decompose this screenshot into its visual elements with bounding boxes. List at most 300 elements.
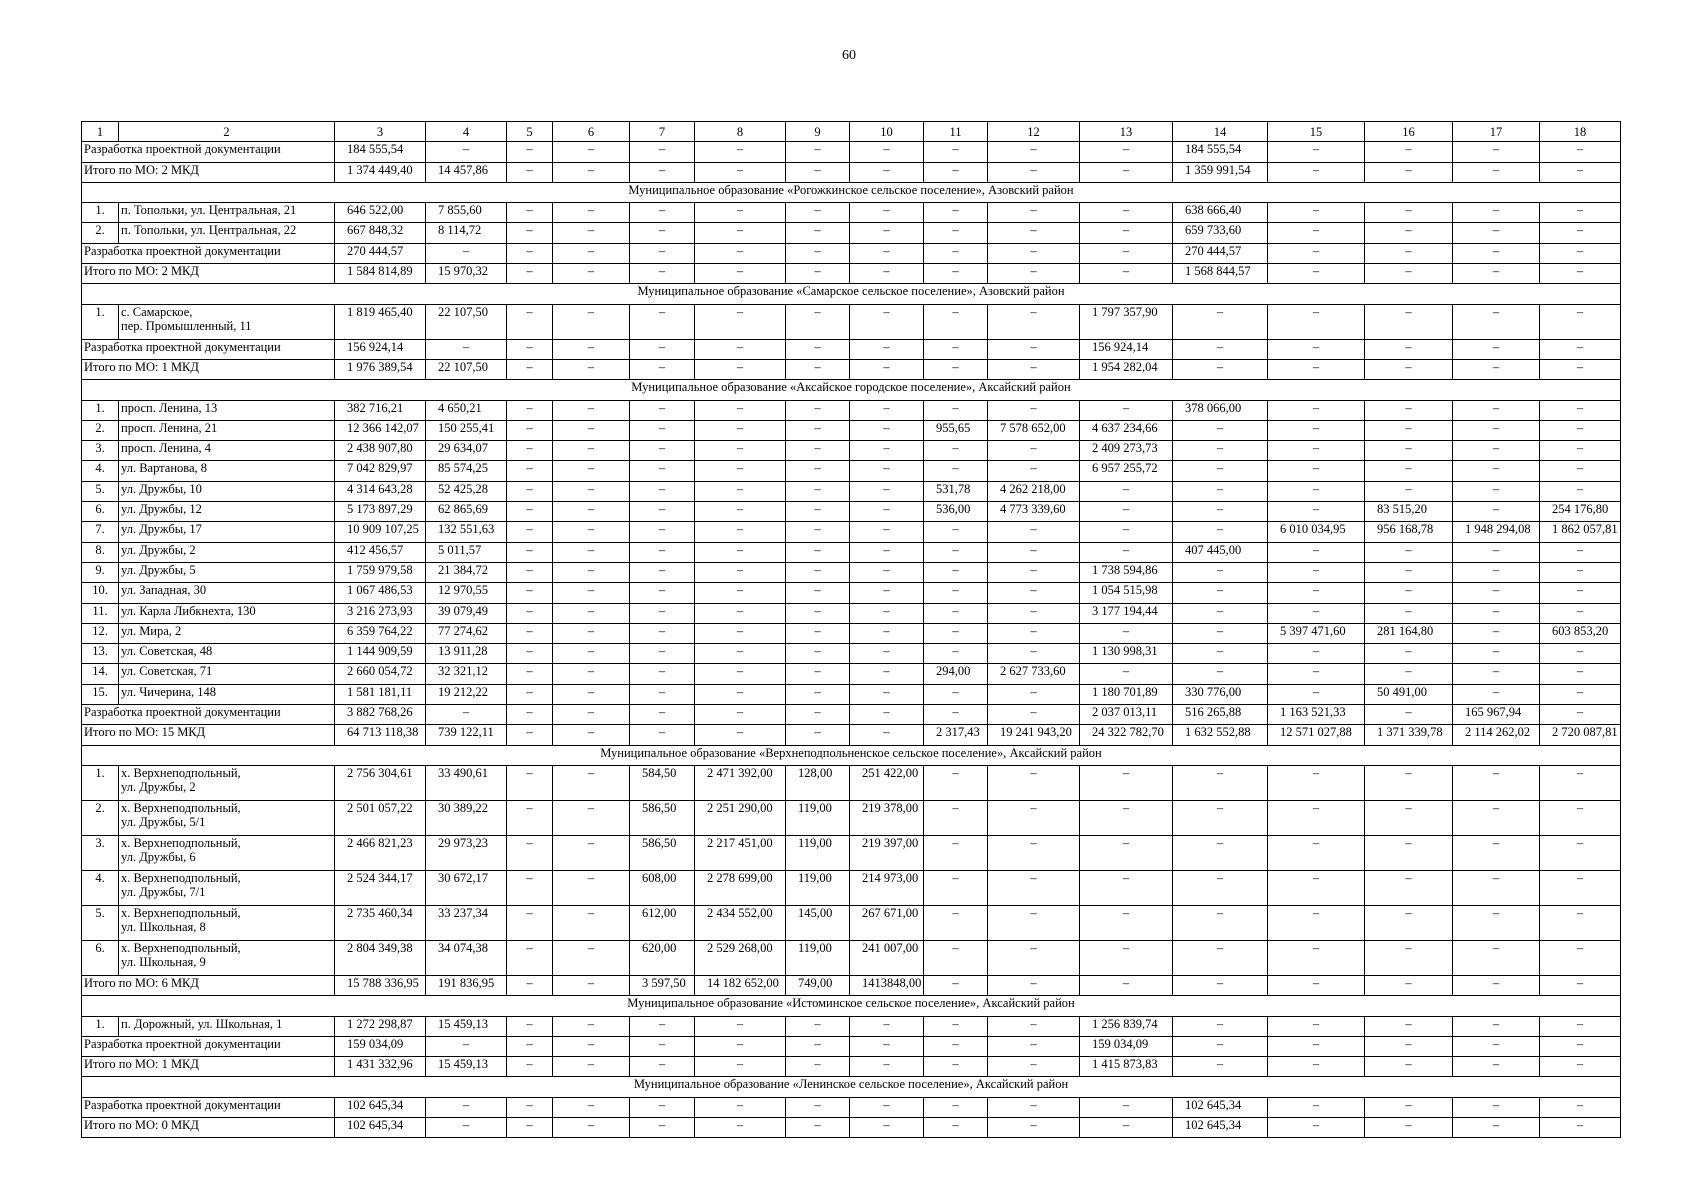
value-cell: 1 256 839,74 [1080, 1016, 1173, 1036]
value-cell: – [1080, 502, 1173, 522]
value-cell: – [924, 644, 988, 664]
value-cell: – [786, 1036, 850, 1056]
value-cell: – [850, 304, 924, 339]
value-cell: – [695, 1057, 786, 1077]
value-cell: – [630, 142, 695, 162]
value-cell: 3 177 194,44 [1080, 603, 1173, 623]
column-header: 15 [1268, 122, 1365, 142]
value-cell: – [988, 339, 1080, 359]
value-cell: 612,00 [630, 905, 695, 940]
value-cell: – [786, 502, 850, 522]
value-cell: 29 634,07 [426, 441, 507, 461]
value-cell: – [1453, 1036, 1540, 1056]
value-cell: – [1365, 975, 1453, 995]
value-cell: 3 882 768,26 [335, 705, 426, 725]
value-cell: 4 314 643,28 [335, 481, 426, 501]
value-cell: – [507, 522, 553, 542]
value-cell: 2 660 054,72 [335, 664, 426, 684]
value-cell: – [695, 461, 786, 481]
value-cell: 1 054 515,98 [1080, 583, 1173, 603]
value-cell: – [695, 542, 786, 562]
value-cell: – [695, 304, 786, 339]
value-cell: – [850, 502, 924, 522]
value-cell: 7 042 829,97 [335, 461, 426, 481]
value-cell: – [553, 940, 630, 975]
value-cell: – [1453, 1016, 1540, 1036]
value-cell: – [1080, 1097, 1173, 1117]
address-cell: ул. Дружбы, 17 [119, 522, 335, 542]
value-cell: – [1173, 522, 1268, 542]
value-cell: – [850, 264, 924, 284]
value-cell: – [786, 725, 850, 745]
address-cell: ул. Чичерина, 148 [119, 684, 335, 704]
value-cell: – [1173, 420, 1268, 440]
value-cell: – [630, 223, 695, 243]
address-cell: ул. Дружбы, 5 [119, 562, 335, 582]
value-cell: – [1365, 562, 1453, 582]
value-cell: – [1268, 1097, 1365, 1117]
value-cell: – [630, 583, 695, 603]
value-cell: – [1268, 339, 1365, 359]
value-cell: – [988, 542, 1080, 562]
value-cell: – [1173, 623, 1268, 643]
value-cell: – [1173, 940, 1268, 975]
address-cell: х. Верхнеподпольный, ул. Дружбы, 2 [119, 765, 335, 800]
value-cell: 184 555,54 [1173, 142, 1268, 162]
value-cell: – [1540, 1097, 1621, 1117]
value-cell: 270 444,57 [1173, 243, 1268, 263]
address-cell: х. Верхнеподпольный, ул. Школьная, 9 [119, 940, 335, 975]
value-cell: – [507, 400, 553, 420]
value-cell: – [630, 264, 695, 284]
value-cell: – [553, 905, 630, 940]
value-cell: – [1365, 400, 1453, 420]
value-cell: – [553, 684, 630, 704]
value-cell: 4 650,21 [426, 400, 507, 420]
value-cell: 2 524 344,17 [335, 870, 426, 905]
value-cell: 128,00 [786, 765, 850, 800]
value-cell: 251 422,00 [850, 765, 924, 800]
column-header: 17 [1453, 122, 1540, 142]
value-cell: – [1453, 644, 1540, 664]
value-cell: – [1540, 223, 1621, 243]
value-cell: 1 948 294,08 [1453, 522, 1540, 542]
value-cell: – [553, 800, 630, 835]
value-cell: 267 671,00 [850, 905, 924, 940]
column-header: 9 [786, 122, 850, 142]
value-cell: 2 217 451,00 [695, 835, 786, 870]
column-header: 7 [630, 122, 695, 142]
value-cell: 21 384,72 [426, 562, 507, 582]
table-row [82, 441, 1621, 461]
value-cell: – [1173, 359, 1268, 379]
value-cell: – [553, 705, 630, 725]
value-cell: – [1453, 562, 1540, 582]
value-cell: – [1080, 835, 1173, 870]
column-header: 4 [426, 122, 507, 142]
value-cell: – [1540, 835, 1621, 870]
value-cell: – [924, 940, 988, 975]
address-cell: ул. Дружбы, 12 [119, 502, 335, 522]
value-cell: – [507, 1097, 553, 1117]
value-cell: – [924, 583, 988, 603]
value-cell: – [1268, 1016, 1365, 1036]
value-cell: – [553, 304, 630, 339]
value-cell: 4 262 218,00 [988, 481, 1080, 501]
value-cell: – [1268, 835, 1365, 870]
value-cell: 33 490,61 [426, 765, 507, 800]
value-cell: 219 397,00 [850, 835, 924, 870]
value-cell: – [507, 264, 553, 284]
value-cell: 1 130 998,31 [1080, 644, 1173, 664]
value-cell: – [553, 223, 630, 243]
value-cell: – [924, 975, 988, 995]
address-cell: ул. Дружбы, 2 [119, 542, 335, 562]
value-cell: – [695, 400, 786, 420]
table-row [82, 502, 1621, 522]
section-row [82, 745, 1621, 765]
value-cell: – [786, 420, 850, 440]
value-cell: 412 456,57 [335, 542, 426, 562]
table-row [82, 562, 1621, 582]
value-cell: – [850, 400, 924, 420]
value-cell: 12 970,55 [426, 583, 507, 603]
value-cell: 33 237,34 [426, 905, 507, 940]
table-row [82, 461, 1621, 481]
value-cell: – [507, 1036, 553, 1056]
value-cell: – [988, 623, 1080, 643]
summary-row [82, 1036, 1621, 1056]
value-cell: – [850, 481, 924, 501]
value-cell: – [924, 1016, 988, 1036]
value-cell: – [695, 603, 786, 623]
value-cell: – [553, 542, 630, 562]
section-title: Муниципальное образование «Верхнеподпольненское сельское поселение», Аксайский район [82, 745, 1621, 765]
value-cell: – [695, 562, 786, 582]
value-cell: – [630, 1057, 695, 1077]
value-cell: – [988, 359, 1080, 379]
value-cell: – [850, 725, 924, 745]
value-cell: – [630, 1036, 695, 1056]
value-cell: 1 359 991,54 [1173, 162, 1268, 182]
value-cell: 30 389,22 [426, 800, 507, 835]
value-cell: 254 176,80 [1540, 502, 1621, 522]
value-cell: – [507, 162, 553, 182]
value-cell: – [1365, 940, 1453, 975]
value-cell: 119,00 [786, 870, 850, 905]
value-cell: – [988, 441, 1080, 461]
value-cell: 1 371 339,78 [1365, 725, 1453, 745]
value-cell: 382 716,21 [335, 400, 426, 420]
table-row [82, 905, 1621, 940]
value-cell: – [695, 441, 786, 461]
value-cell: – [1268, 441, 1365, 461]
value-cell: – [1173, 502, 1268, 522]
row-label: Итого по МО: 2 МКД [82, 162, 335, 182]
value-cell: – [988, 162, 1080, 182]
value-cell: – [1268, 583, 1365, 603]
value-cell: – [1173, 562, 1268, 582]
row-label: Итого по МО: 1 МКД [82, 359, 335, 379]
value-cell: – [507, 502, 553, 522]
value-cell: 22 107,50 [426, 304, 507, 339]
value-cell: – [1453, 542, 1540, 562]
value-cell: – [924, 765, 988, 800]
column-header: 1 [82, 122, 119, 142]
value-cell: 10 909 107,25 [335, 522, 426, 542]
column-header: 3 [335, 122, 426, 142]
value-cell: – [1453, 359, 1540, 379]
value-cell: – [924, 905, 988, 940]
value-cell: – [507, 441, 553, 461]
value-cell: – [924, 623, 988, 643]
value-cell: – [507, 243, 553, 263]
value-cell: – [507, 940, 553, 975]
value-cell: – [988, 705, 1080, 725]
table-row [82, 940, 1621, 975]
value-cell: – [695, 162, 786, 182]
section-title: Муниципальное образование «Самарское сельское поселение», Азовский район [82, 284, 1621, 304]
value-cell: 2 529 268,00 [695, 940, 786, 975]
value-cell: 955,65 [924, 420, 988, 440]
value-cell: – [630, 603, 695, 623]
value-cell: – [1365, 603, 1453, 623]
address-cell: ул. Советская, 71 [119, 664, 335, 684]
value-cell: 156 924,14 [335, 339, 426, 359]
value-cell: – [695, 725, 786, 745]
column-header: 12 [988, 122, 1080, 142]
value-cell: – [924, 441, 988, 461]
value-cell: – [924, 705, 988, 725]
value-cell: – [1365, 162, 1453, 182]
value-cell: 2 317,43 [924, 725, 988, 745]
value-cell: 1 431 332,96 [335, 1057, 426, 1077]
value-cell: 1 584 814,89 [335, 264, 426, 284]
value-cell: – [1365, 203, 1453, 223]
value-cell: – [1365, 420, 1453, 440]
table-row [82, 835, 1621, 870]
value-cell: 1 862 057,81 [1540, 522, 1621, 542]
value-cell: 13 911,28 [426, 644, 507, 664]
value-cell: – [988, 644, 1080, 664]
value-cell: – [553, 765, 630, 800]
address-cell: х. Верхнеподпольный, ул. Дружбы, 5/1 [119, 800, 335, 835]
column-header: 14 [1173, 122, 1268, 142]
value-cell: – [924, 359, 988, 379]
value-cell: – [1365, 223, 1453, 243]
value-cell: – [1173, 603, 1268, 623]
summary-row [82, 1117, 1621, 1137]
value-cell: 2 114 262,02 [1453, 725, 1540, 745]
value-cell: – [988, 1036, 1080, 1056]
value-cell: – [786, 1057, 850, 1077]
value-cell: – [1453, 223, 1540, 243]
value-cell: – [1365, 835, 1453, 870]
value-cell: – [850, 623, 924, 643]
value-cell: – [988, 1097, 1080, 1117]
value-cell: – [1365, 359, 1453, 379]
table-row [82, 400, 1621, 420]
value-cell: – [507, 725, 553, 745]
value-cell: 2 804 349,38 [335, 940, 426, 975]
value-cell: – [988, 203, 1080, 223]
section-title: Муниципальное образование «Аксайское городское поселение», Аксайский район [82, 380, 1621, 400]
value-cell: – [924, 1036, 988, 1056]
value-cell: – [1453, 461, 1540, 481]
value-cell: 14 182 652,00 [695, 975, 786, 995]
value-cell: 5 397 471,60 [1268, 623, 1365, 643]
value-cell: – [553, 562, 630, 582]
address-cell: п. Дорожный, ул. Школьная, 1 [119, 1016, 335, 1036]
page-number: 60 [842, 48, 856, 63]
row-number: 6. [82, 940, 119, 975]
table-row [82, 420, 1621, 440]
value-cell: – [924, 264, 988, 284]
value-cell: – [1173, 800, 1268, 835]
value-cell: – [630, 162, 695, 182]
value-cell: – [695, 264, 786, 284]
value-cell: – [1453, 664, 1540, 684]
row-label: Разработка проектной документации [82, 1097, 335, 1117]
value-cell: – [1453, 1097, 1540, 1117]
address-cell: ул. Западная, 30 [119, 583, 335, 603]
value-cell: – [553, 664, 630, 684]
value-cell: – [1173, 1057, 1268, 1077]
value-cell: – [786, 400, 850, 420]
row-number: 2. [82, 223, 119, 243]
summary-row [82, 264, 1621, 284]
table-row [82, 203, 1621, 223]
value-cell: – [1453, 765, 1540, 800]
value-cell: – [630, 542, 695, 562]
value-cell: – [786, 1117, 850, 1137]
value-cell: – [1453, 441, 1540, 461]
value-cell: – [507, 339, 553, 359]
column-header: 5 [507, 122, 553, 142]
address-cell: с. Самарское, пер. Промышленный, 11 [119, 304, 335, 339]
value-cell: – [850, 684, 924, 704]
value-cell: 1 568 844,57 [1173, 264, 1268, 284]
value-cell: 159 034,09 [1080, 1036, 1173, 1056]
value-cell: – [695, 502, 786, 522]
value-cell: 39 079,49 [426, 603, 507, 623]
value-cell: – [630, 1117, 695, 1137]
value-cell: – [1268, 359, 1365, 379]
value-cell: 102 645,34 [1173, 1117, 1268, 1137]
row-number: 6. [82, 502, 119, 522]
value-cell: – [850, 203, 924, 223]
value-cell: – [924, 203, 988, 223]
value-cell: – [988, 583, 1080, 603]
value-cell: – [1540, 583, 1621, 603]
value-cell: – [850, 1057, 924, 1077]
value-cell: 145,00 [786, 905, 850, 940]
value-cell: – [1080, 243, 1173, 263]
table-row [82, 481, 1621, 501]
value-cell: – [426, 142, 507, 162]
value-cell: – [1540, 461, 1621, 481]
value-cell: – [1173, 1036, 1268, 1056]
value-cell: 19 241 943,20 [988, 725, 1080, 745]
value-cell: – [1540, 644, 1621, 664]
value-cell: – [1453, 940, 1540, 975]
value-cell: – [695, 1117, 786, 1137]
value-cell: – [630, 441, 695, 461]
value-cell: – [1365, 800, 1453, 835]
table-row [82, 664, 1621, 684]
value-cell: 29 973,23 [426, 835, 507, 870]
address-cell: просп. Ленина, 4 [119, 441, 335, 461]
value-cell: – [507, 481, 553, 501]
value-cell: 1 180 701,89 [1080, 684, 1173, 704]
value-cell: – [1453, 905, 1540, 940]
value-cell: – [426, 243, 507, 263]
value-cell: – [1365, 1057, 1453, 1077]
value-cell: – [924, 835, 988, 870]
value-cell: – [1173, 870, 1268, 905]
value-cell: 2 409 273,73 [1080, 441, 1173, 461]
value-cell: – [1453, 603, 1540, 623]
value-cell: – [1365, 765, 1453, 800]
value-cell: – [553, 420, 630, 440]
value-cell: – [553, 603, 630, 623]
value-cell: – [426, 1036, 507, 1056]
address-cell: ул. Мира, 2 [119, 623, 335, 643]
value-cell: – [786, 1016, 850, 1036]
value-cell: 3 597,50 [630, 975, 695, 995]
column-header: 2 [119, 122, 335, 142]
address-cell: ул. Карла Либкнехта, 130 [119, 603, 335, 623]
value-cell: – [553, 975, 630, 995]
value-cell: – [426, 705, 507, 725]
row-number: 1. [82, 203, 119, 223]
value-cell: – [1080, 1117, 1173, 1137]
value-cell: – [988, 905, 1080, 940]
column-header: 8 [695, 122, 786, 142]
value-cell: 77 274,62 [426, 623, 507, 643]
table-row [82, 1016, 1621, 1036]
value-cell: – [507, 684, 553, 704]
value-cell: – [850, 583, 924, 603]
value-cell: – [924, 1117, 988, 1137]
row-number: 2. [82, 800, 119, 835]
value-cell: – [507, 223, 553, 243]
value-cell: – [630, 400, 695, 420]
value-cell: – [850, 243, 924, 263]
value-cell: – [1453, 684, 1540, 704]
value-cell: – [695, 664, 786, 684]
value-cell: – [786, 481, 850, 501]
row-number: 1. [82, 304, 119, 339]
value-cell: – [1365, 339, 1453, 359]
value-cell: – [1453, 870, 1540, 905]
row-number: 14. [82, 664, 119, 684]
value-cell: – [1453, 400, 1540, 420]
value-cell: – [924, 1097, 988, 1117]
value-cell: – [850, 1097, 924, 1117]
value-cell: – [630, 481, 695, 501]
value-cell: 2 735 460,34 [335, 905, 426, 940]
value-cell: 667 848,32 [335, 223, 426, 243]
value-cell: 2 756 304,61 [335, 765, 426, 800]
value-cell: 2 720 087,81 [1540, 725, 1621, 745]
row-number: 15. [82, 684, 119, 704]
table-row [82, 644, 1621, 664]
column-header: 13 [1080, 122, 1173, 142]
row-number: 4. [82, 870, 119, 905]
value-cell: – [507, 1016, 553, 1036]
row-number: 3. [82, 835, 119, 870]
